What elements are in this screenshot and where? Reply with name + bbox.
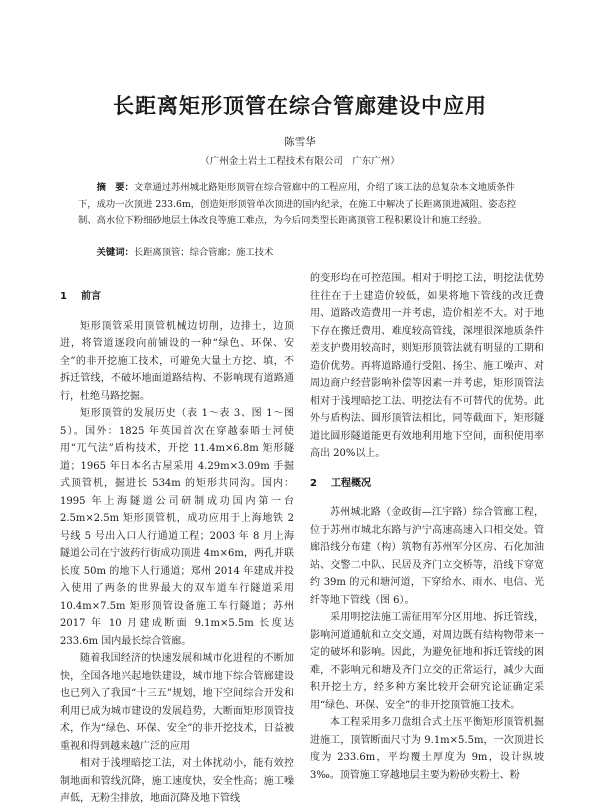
paragraph: 苏州城北路（金政街—江宇路）综合管廊工程，位于苏州市城北东路与沪宁高速高速入口相交处。管廊沿线分布建（构）筑物有苏州军分区房、石化加油站、交警二中队、民居及齐门立交桥等，沿线下穿宽约 39m 的元和塘河道，下穿给水、雨水、电信、光纤等地下管线（图 6）。: [310, 507, 544, 606]
paper-author: 陈雪华: [284, 136, 316, 148]
paper-title: 长距离矩形顶管在综合管廊建设中应用: [113, 94, 487, 118]
paragraph: 矩形顶管的发展历史（表 1～表 3、图 1～图 5）。国外：1825 年英国首次在穿越泰晤士河使用“兀气法”盾构技术，开挖 11.4m×6.8m 矩形隧道；1965 年日本名古屋采用 4.29m×3.09m 手掘式顶管机，掘进长 534m 的矩形共同沟。国内：1995 年上海隧道公司研制成功国内第一台 2.5m×2.5m 矩形顶管机，成功应用于上海地铁 2 号线 5 号出入口人行通道工程；2003 年 8 月上海隧道公司在宁波药行街成功顶进 4m×6m，两孔并联长度 50m 的地下人行通道；郑州 2014 年建成并投入使用了两条的世界最大的双车道车行隧道采用 10.4m×7.5m 矩形顶管设备施工车行隧道；苏州 2017 年 10 月建成断面 9.1m×5.5m 长度达 233.6m 国内最长综合管廊。: [60, 408, 294, 647]
section-heading-1: [60, 288, 294, 306]
keywords-text: 长距离顶管；综合管廊；施工技术: [133, 247, 274, 258]
paper-affiliation: （广州金土岩土工程技术有限公司 广东广州）: [200, 156, 400, 167]
paragraph: 本工程采用多刀盘组合式土压平衡矩形顶管机掘进施工，顶管断面尺寸为 9.1m×5.5m，一次顶进长度为 233.6m，平均覆土厚度为 9m，设计纵坡 3‰。顶管施工穿越地层主要为粉砂夹粉土、粉: [310, 717, 544, 781]
section-title: 前言: [80, 291, 101, 302]
paragraph-continued: 的变形均在可控范围。相对于明挖工法，明挖法优势往往在于土建造价较低，如果将地下管线的改迁费用、道路改造费用一并考虑，造价相差不大。对于地下存在搬迁费用、难度较高管线，深埋很深地质条件差支护费用较高时，则矩形顶管法就有明显的工期和造价优势。再将道路通行受阻、扬尘、施工噪声、对周边商户经营影响补偿等因素一并考虑，矩形顶管法相对于浅埋暗挖工法、明挖法有不可替代的优势。此外与盾构法、圆形顶管法相比，同等截面下，矩形隧道比圆形隧道能更有效地利用地下空间，面积使用率高出 20%以上。: [310, 273, 544, 459]
section-heading-2: [310, 475, 544, 493]
paragraph: 矩形顶管采用顶管机械边切削，边排土，边顶进，将管道逐段向前铺设的一种“绿色、环保、安全”的非开挖施工技术，可避免大量土方挖、填，不拆迁管线，不破坏地面道路结构、不影响现有道路通行，杜绝马路挖掘。: [60, 320, 294, 402]
section-number: 2: [310, 477, 317, 489]
abstract-text: 文章通过苏州城北路矩形顶管在综合管廊中的工程应用，介绍了该工法的总复杂本文地质条件下，成功一次顶进 233.6m，创造矩形顶管单次顶进的国内纪录，在施工中解决了长距离顶进减阻、姿态控制、高水位下粉细砂地层土体改良等施工难点，为今后同类型长距离顶管工程积累设计和施工经验。: [78, 182, 517, 226]
keywords: [78, 244, 532, 258]
section-number: 1: [60, 291, 67, 302]
paragraph: 采用明挖法施工需征用军分区用地、拆迁管线，影响河道通航和立交交通，对周边既有结构物带来一定的破坏和影响。因此，为避免征地和拆迁管线的困难，不影响元和塘及齐门立交的正常运行，减少大面积开挖土方，经多种方案比较开会研究论证确定采用“绿色、环保、安全”的非开挖顶管施工技术。: [310, 612, 544, 711]
abstract-label: 摘 要：: [96, 182, 134, 193]
keywords-label: 关键词：: [96, 247, 134, 258]
section-title: 工程概况: [330, 477, 371, 489]
paragraph: 相对于浅埋暗挖工法，对土体扰动小，能有效控制地面和管线沉降，施工速度快，安全性高；施工噪声低，无粉尘排放，地面沉降及地下管线: [60, 758, 294, 804]
left-column: [60, 270, 294, 808]
abstract: [78, 180, 532, 230]
paragraph: 随着我国经济的快速发展和城市化进程的不断加快，全国各地兴起地铁建设，城市地下综合管廊建设也已列入了我国“十三五”规划，地下空间综合开发和利用已成为城市建设的发展趋势，大断面矩形顶管技术，作为“绿色、环保、安全”的非开挖技术，日益被重视和得到越来越广泛的应用: [60, 653, 294, 752]
right-column: [310, 270, 544, 784]
